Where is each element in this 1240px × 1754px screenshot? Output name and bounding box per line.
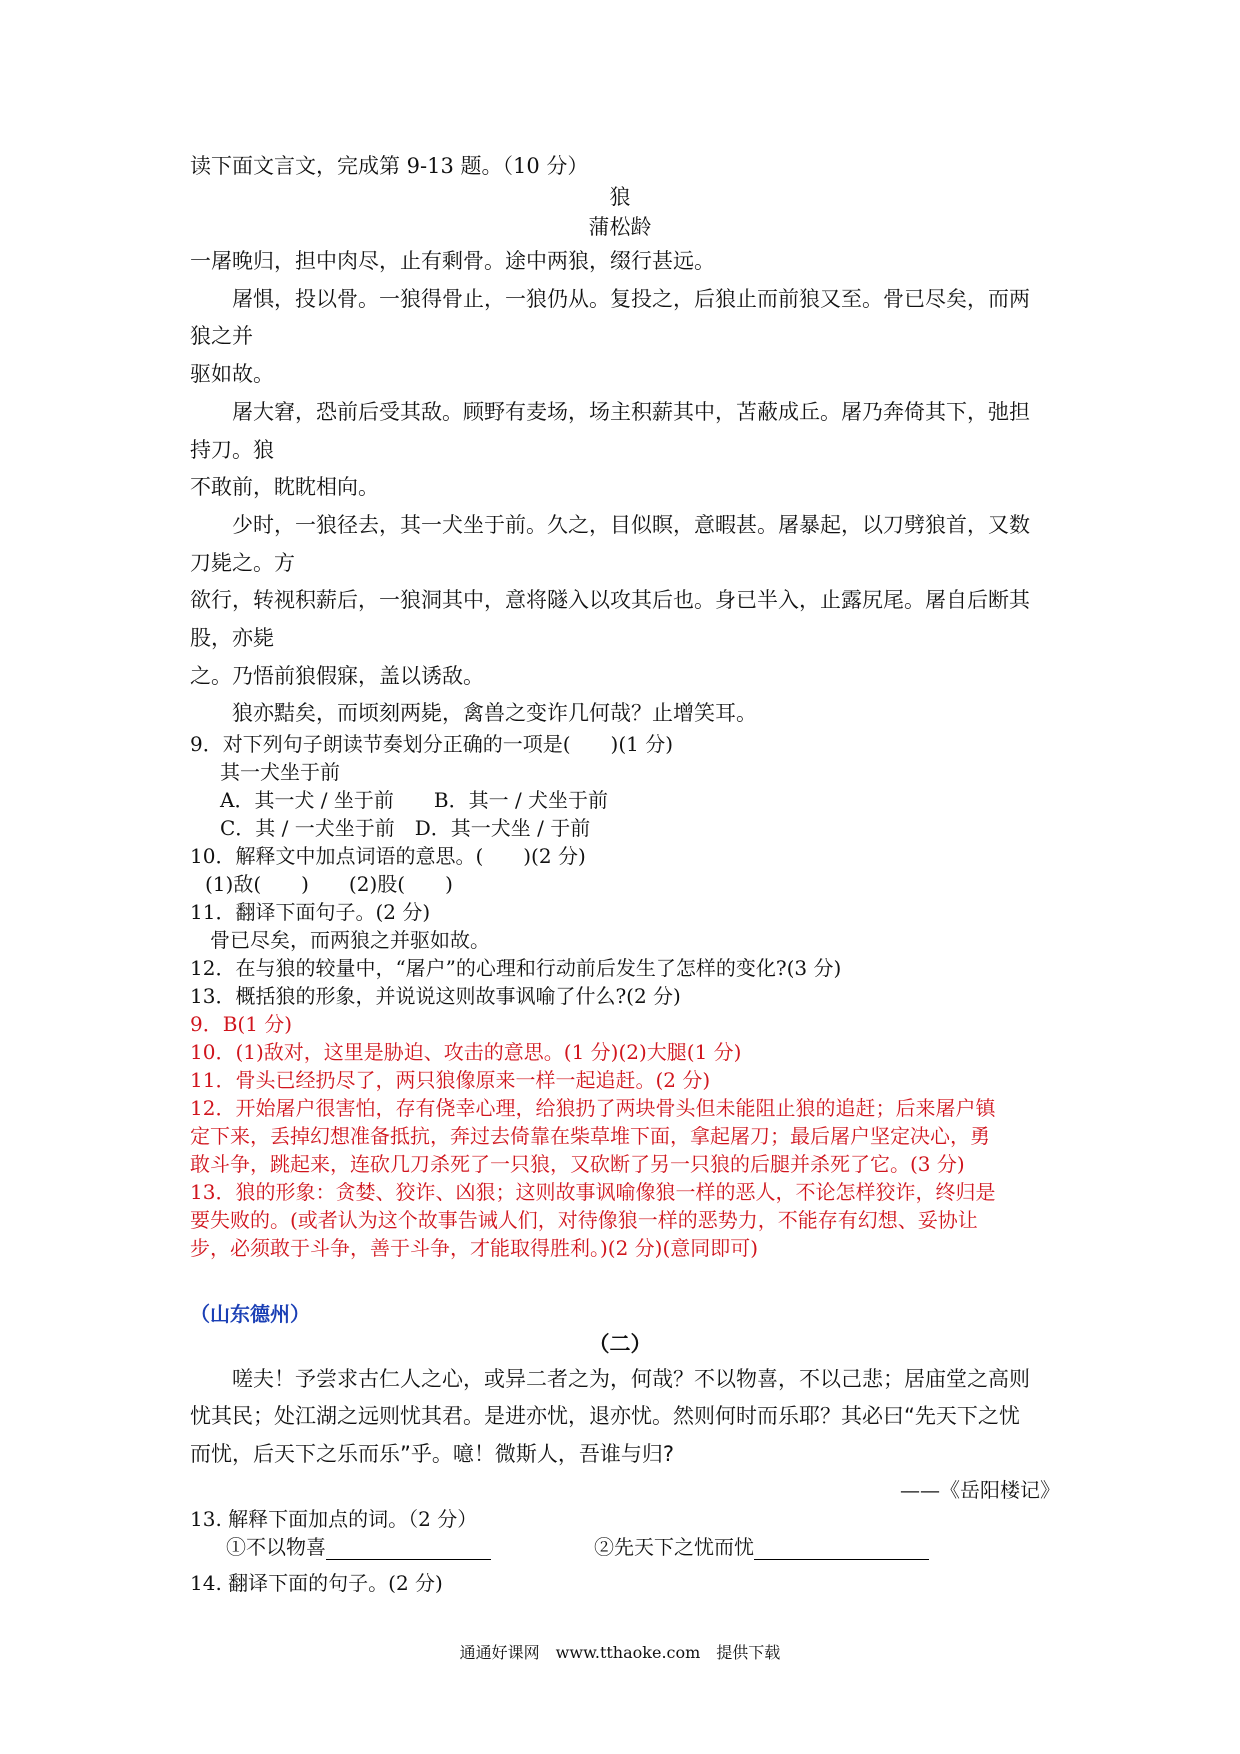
text-line: 屠惧，投以骨。一狼得骨止，一狼仍从。复投之，后狼止而前狼又至。骨已尽矣，而两 bbox=[232, 287, 1030, 311]
question-line: 11．翻译下面句子。(2 分) bbox=[190, 900, 431, 924]
question-option: A．其一犬 / 坐于前 B．其一 / 犬坐于前 bbox=[220, 788, 609, 812]
answer-line: 定下来，丢掉幻想准备抵抗，奔过去倚靠在柴草堆下面，拿起屠刀；最后屠户坚定决心，勇 bbox=[190, 1124, 990, 1148]
question-line: 13. 解释下面加点的词。（2 分） bbox=[190, 1507, 478, 1531]
answer-line: 10．(1)敌对，这里是胁迫、攻击的意思。(1 分)(2)大腿(1 分) bbox=[190, 1040, 742, 1064]
answer-line: 12．开始屠户很害怕，存有侥幸心理，给狼扔了两块骨头但未能阻止狼的追赶；后来屠户镇 bbox=[190, 1096, 996, 1120]
question-line: 12．在与狼的较量中，“屠户”的心理和行动前后发生了怎样的变化?(3 分) bbox=[190, 956, 842, 980]
answer-line: 步，必须敢于斗争，善于斗争，才能取得胜利。)(2 分)(意同即可) bbox=[190, 1236, 759, 1260]
text-line: 驱如故。 bbox=[190, 362, 274, 386]
question-line: 9．对下列句子朗读节奏划分正确的一项是( )(1 分) bbox=[190, 732, 674, 756]
page-footer: 通通好课网 www.tthaoke.com 提供下载 bbox=[459, 1643, 781, 1662]
source-tag: （山东德州） bbox=[190, 1302, 310, 1326]
text-line: 嗟夫！予尝求古仁人之心，或异二者之为，何哉？不以物喜，不以己悲；居庙堂之高则 bbox=[232, 1367, 1030, 1391]
question-line: 其一犬坐于前 bbox=[220, 760, 340, 784]
question-line: 13．概括狼的形象，并说说这则故事讽喻了什么?(2 分) bbox=[190, 984, 681, 1008]
question-line: 骨已尽矣，而两狼之并驱如故。 bbox=[210, 928, 490, 952]
text-line: 欲行，转视积薪后，一狼洞其中，意将隧入以攻其后也。身已半入，止露尻尾。屠自后断其 bbox=[190, 588, 1030, 612]
question-line: 14. 翻译下面的句子。(2 分) bbox=[190, 1571, 443, 1595]
text-line: 忧其民；处江湖之远则忧其君。是进亦忧，退亦忧。然则何时而乐耶？其必曰“先天下之忧 bbox=[190, 1404, 1020, 1428]
fill-item-2 bbox=[594, 1531, 929, 1560]
fill-item-label: ②先天下之忧而忧 bbox=[594, 1535, 754, 1559]
author: 蒲松龄 bbox=[588, 215, 652, 239]
text-line: 少时，一狼径去，其一犬坐于前。久之，目似瞑，意暇甚。屠暴起，以刀劈狼首，又数 bbox=[232, 513, 1030, 537]
text-line: 股，亦毙 bbox=[190, 626, 274, 650]
question-line: (1)敌( ) (2)股( ) bbox=[205, 872, 453, 896]
text-line: 狼之并 bbox=[190, 324, 253, 348]
question-line: 10．解释文中加点词语的意思。( )(2 分) bbox=[190, 844, 586, 868]
citation: ——《岳阳楼记》 bbox=[900, 1478, 1060, 1502]
text-line: 刀毙之。方 bbox=[190, 551, 295, 575]
text-line: 狼亦黠矣，而顷刻两毙，禽兽之变诈几何哉？止增笑耳。 bbox=[232, 701, 757, 725]
fill-item-label: ①不以物喜 bbox=[226, 1535, 326, 1559]
poem-title: 狼 bbox=[609, 185, 631, 209]
question-option: C．其 / 一犬坐于前 D．其一犬坐 / 于前 bbox=[220, 816, 591, 840]
answer-blank[interactable] bbox=[754, 1537, 929, 1560]
answer-line: 敢斗争，跳起来，连砍几刀杀死了一只狼，又砍断了另一只狼的后腿并杀死了它。(3 分) bbox=[190, 1152, 965, 1176]
answer-line: 要失败的。(或者认为这个故事告诫人们，对待像狼一样的恶势力，不能存有幻想、妥协让 bbox=[190, 1208, 978, 1232]
answer-line: 13．狼的形象：贪婪、狡诈、凶狠；这则故事讽喻像狼一样的恶人，不论怎样狡诈，终归是 bbox=[190, 1180, 996, 1204]
text-line: 一屠晚归，担中肉尽，止有剩骨。途中两狼，缀行甚远。 bbox=[190, 249, 715, 273]
fill-item-1 bbox=[226, 1531, 491, 1560]
text-line: 屠大窘，恐前后受其敌。顾野有麦场，场主积薪其中，苫蔽成丘。屠乃奔倚其下，弛担 bbox=[232, 400, 1030, 424]
answer-line: 9．B(1 分) bbox=[190, 1012, 293, 1036]
text-line: 而忧，后天下之乐而乐”乎。噫！微斯人，吾谁与归? bbox=[190, 1442, 675, 1466]
section-heading: （二） bbox=[588, 1332, 652, 1356]
text-line: 持刀。狼 bbox=[190, 438, 274, 462]
text-line: 之。乃悟前狼假寐，盖以诱敌。 bbox=[190, 664, 484, 688]
answer-line: 11．骨头已经扔尽了，两只狼像原来一样一起追赶。(2 分) bbox=[190, 1068, 711, 1092]
text-line: 不敢前，眈眈相向。 bbox=[190, 475, 379, 499]
intro-line: 读下面文言文，完成第 9-13 题。（10 分） bbox=[190, 154, 589, 178]
answer-blank[interactable] bbox=[326, 1537, 491, 1560]
